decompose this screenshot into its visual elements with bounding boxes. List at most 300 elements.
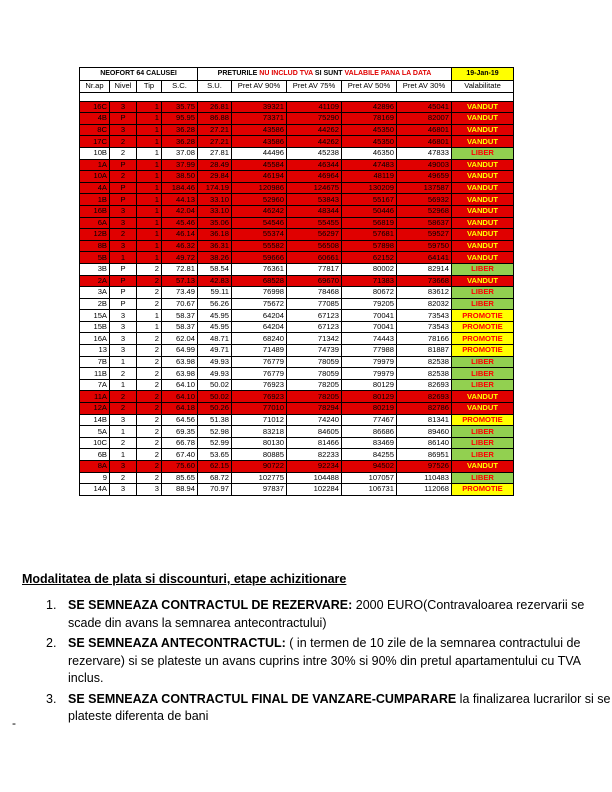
table-cell: 2 — [110, 147, 137, 159]
table-cell: 92234 — [287, 461, 342, 473]
table-cell: 86951 — [397, 449, 452, 461]
table-row — [80, 287, 514, 299]
table-cell: 56932 — [397, 194, 452, 206]
table-cell: 3 — [110, 484, 137, 496]
table-cell: 42896 — [342, 101, 397, 113]
table-cell: 64.56 — [162, 414, 198, 426]
table-cell: P — [110, 287, 137, 299]
table-cell: 184.46 — [162, 182, 198, 194]
table-cell: 106731 — [342, 484, 397, 496]
table-cell: 64204 — [232, 310, 287, 322]
table-cell: 60661 — [287, 252, 342, 264]
table-cell: 9 — [80, 472, 110, 484]
table-cell: 3 — [137, 484, 162, 496]
status-cell: VANDUT — [452, 159, 514, 171]
table-cell: 44262 — [287, 136, 342, 148]
table-cell: 7A — [80, 379, 110, 391]
table-cell: 71489 — [232, 345, 287, 357]
table-cell: 84605 — [287, 426, 342, 438]
table-cell: 27.81 — [198, 147, 232, 159]
table-row — [80, 403, 514, 415]
table-cell: 78059 — [287, 356, 342, 368]
status-cell: VANDUT — [452, 182, 514, 194]
table-cell: 39321 — [232, 101, 287, 113]
table-cell: 50446 — [342, 205, 397, 217]
table-cell: 81341 — [397, 414, 452, 426]
status-cell: VANDUT — [452, 229, 514, 241]
table-cell: 29.84 — [198, 171, 232, 183]
table-cell: 97526 — [397, 461, 452, 473]
table-cell: 36.28 — [162, 136, 198, 148]
table-cell: 43586 — [232, 136, 287, 148]
table-cell: 50.26 — [198, 403, 232, 415]
table-cell: 74240 — [287, 414, 342, 426]
table-cell: 52.99 — [198, 437, 232, 449]
table-cell: 46.14 — [162, 229, 198, 241]
table-cell: 82914 — [397, 263, 452, 275]
table-cell: 58637 — [397, 217, 452, 229]
table-cell: 130209 — [342, 182, 397, 194]
table-cell: 45350 — [342, 124, 397, 136]
table-cell: 42.04 — [162, 205, 198, 217]
status-cell: LIBER — [452, 147, 514, 159]
table-cell: 15B — [80, 321, 110, 333]
table-cell: 73543 — [397, 321, 452, 333]
table-cell: 69.35 — [162, 426, 198, 438]
table-cell: 86140 — [397, 437, 452, 449]
status-cell: VANDUT — [452, 275, 514, 287]
table-row — [80, 101, 514, 113]
table-cell: 46350 — [342, 147, 397, 159]
table-cell: 45350 — [342, 136, 397, 148]
table-cell: 57.13 — [162, 275, 198, 287]
column-header: Pret AV 90% — [232, 81, 287, 93]
table-cell: 8B — [80, 240, 110, 252]
table-cell: 1 — [137, 113, 162, 125]
table-cell: 62152 — [342, 252, 397, 264]
status-cell: VANDUT — [452, 403, 514, 415]
table-cell: 70.97 — [198, 484, 232, 496]
table-cell: P — [110, 194, 137, 206]
table-row — [80, 275, 514, 287]
table-cell: 59666 — [232, 252, 287, 264]
status-cell: LIBER — [452, 449, 514, 461]
table-row — [80, 113, 514, 125]
table-cell: 38.50 — [162, 171, 198, 183]
table-row — [80, 124, 514, 136]
table-cell: 75672 — [232, 298, 287, 310]
table-cell: 2 — [137, 403, 162, 415]
table-cell: 77817 — [287, 263, 342, 275]
status-cell: VANDUT — [452, 136, 514, 148]
table-cell: 55167 — [342, 194, 397, 206]
table-cell: 82538 — [397, 356, 452, 368]
table-cell: 80219 — [342, 403, 397, 415]
table-cell: 3 — [110, 333, 137, 345]
table-cell: 55374 — [232, 229, 287, 241]
table-cell: P — [110, 113, 137, 125]
table-cell: 82786 — [397, 403, 452, 415]
table-cell: 3 — [110, 345, 137, 357]
table-cell: 37.99 — [162, 159, 198, 171]
table-cell: 77085 — [287, 298, 342, 310]
table-cell: 80129 — [342, 391, 397, 403]
table-cell: 1 — [137, 217, 162, 229]
table-cell: 45.46 — [162, 217, 198, 229]
status-cell: VANDUT — [452, 240, 514, 252]
table-cell: 53.65 — [198, 449, 232, 461]
table-cell: 44.13 — [162, 194, 198, 206]
price-table — [79, 67, 514, 496]
table-cell: 15A — [80, 310, 110, 322]
table-cell: 48344 — [287, 205, 342, 217]
table-cell: 80672 — [342, 287, 397, 299]
table-cell: 78294 — [287, 403, 342, 415]
step-item: 1. SE SEMNEAZA CONTRACTUL DE REZERVARE: 2000 EURO(Contravaloarea rezervarii se scade din avans la semnarea antecontractului) — [46, 598, 585, 630]
table-cell: 2 — [137, 287, 162, 299]
table-cell: 76361 — [232, 263, 287, 275]
table-cell: 2 — [110, 136, 137, 148]
table-row — [80, 263, 514, 275]
table-cell: 59527 — [397, 229, 452, 241]
table-cell: 1 — [137, 101, 162, 113]
status-cell: VANDUT — [452, 124, 514, 136]
table-cell: 2 — [137, 437, 162, 449]
table-cell: 1 — [137, 136, 162, 148]
table-cell: 8C — [80, 124, 110, 136]
table-cell: 43586 — [232, 124, 287, 136]
table-cell: P — [110, 159, 137, 171]
table-cell: 94502 — [342, 461, 397, 473]
table-cell: 59.11 — [198, 287, 232, 299]
table-cell: 13 — [80, 345, 110, 357]
table-row — [80, 333, 514, 345]
table-cell: 3 — [110, 205, 137, 217]
table-cell: 16C — [80, 101, 110, 113]
table-row — [80, 368, 514, 380]
table-cell: 63.98 — [162, 356, 198, 368]
status-cell: VANDUT — [452, 171, 514, 183]
table-cell: 2 — [137, 414, 162, 426]
table-row — [80, 437, 514, 449]
table-cell: 12B — [80, 229, 110, 241]
table-cell: 73.49 — [162, 287, 198, 299]
table-cell: 81887 — [397, 345, 452, 357]
table-cell: 70041 — [342, 321, 397, 333]
table-cell: 36.28 — [162, 124, 198, 136]
table-cell: 84255 — [342, 449, 397, 461]
table-row — [80, 159, 514, 171]
table-cell: 2 — [137, 298, 162, 310]
table-cell: 66.78 — [162, 437, 198, 449]
table-cell: 102775 — [232, 472, 287, 484]
table-cell: 1 — [137, 147, 162, 159]
table-cell: 49.93 — [198, 368, 232, 380]
table-cell: 2 — [137, 345, 162, 357]
table-cell: 77010 — [232, 403, 287, 415]
table-cell: 62.15 — [198, 461, 232, 473]
table-cell: 50.02 — [198, 379, 232, 391]
table-cell: 82538 — [397, 368, 452, 380]
table-cell: 174.19 — [198, 182, 232, 194]
table-cell: 104488 — [287, 472, 342, 484]
table-cell: 51.38 — [198, 414, 232, 426]
table-cell: 80129 — [342, 379, 397, 391]
table-cell: 76779 — [232, 368, 287, 380]
table-cell: 1 — [137, 321, 162, 333]
table-cell: 42.83 — [198, 275, 232, 287]
table-cell: 62.04 — [162, 333, 198, 345]
table-cell: 16B — [80, 205, 110, 217]
table-row — [80, 484, 514, 496]
table-cell: 1 — [110, 379, 137, 391]
table-cell: 1B — [80, 194, 110, 206]
dash-marker: - — [12, 716, 16, 730]
table-cell: 64.99 — [162, 345, 198, 357]
table-cell: 71012 — [232, 414, 287, 426]
table-cell: 70.67 — [162, 298, 198, 310]
status-cell: VANDUT — [452, 101, 514, 113]
table-cell: 45.95 — [198, 321, 232, 333]
table-cell: 49659 — [397, 171, 452, 183]
table-row — [80, 240, 514, 252]
table-cell: 46344 — [287, 159, 342, 171]
table-cell: 45.95 — [198, 310, 232, 322]
table-cell: 36.31 — [198, 240, 232, 252]
table-cell: 2 — [137, 275, 162, 287]
status-cell: LIBER — [452, 472, 514, 484]
table-cell: 88.94 — [162, 484, 198, 496]
table-cell: 1 — [137, 182, 162, 194]
table-cell: 1A — [80, 159, 110, 171]
table-cell: 26.81 — [198, 101, 232, 113]
table-cell: 2B — [80, 298, 110, 310]
table-cell: 82693 — [397, 379, 452, 391]
table-cell: 2 — [137, 263, 162, 275]
payment-steps — [22, 597, 612, 729]
table-cell: 1 — [110, 426, 137, 438]
status-cell: LIBER — [452, 287, 514, 299]
table-cell: 2 — [110, 229, 137, 241]
table-cell: 3 — [110, 461, 137, 473]
table-cell: 85.65 — [162, 472, 198, 484]
column-header: Pret AV 30% — [397, 81, 452, 93]
table-cell: 68528 — [232, 275, 287, 287]
table-cell: 49.71 — [198, 345, 232, 357]
table-cell: 14B — [80, 414, 110, 426]
table-cell: 6A — [80, 217, 110, 229]
table-cell: 3 — [110, 321, 137, 333]
table-row — [80, 472, 514, 484]
table-cell: 83218 — [232, 426, 287, 438]
column-header: Nr.ap — [80, 81, 110, 93]
table-row — [80, 194, 514, 206]
table-row — [80, 345, 514, 357]
table-cell: 3 — [110, 414, 137, 426]
status-cell: LIBER — [452, 368, 514, 380]
table-row — [80, 321, 514, 333]
table-cell: 49.72 — [162, 252, 198, 264]
table-cell: 2 — [137, 368, 162, 380]
table-cell: 47833 — [397, 147, 452, 159]
table-cell: 78468 — [287, 287, 342, 299]
table-cell: 48.71 — [198, 333, 232, 345]
table-cell: 78205 — [287, 379, 342, 391]
table-cell: 107057 — [342, 472, 397, 484]
table-cell: 33.10 — [198, 205, 232, 217]
table-row — [80, 461, 514, 473]
table-cell: 74739 — [287, 345, 342, 357]
status-cell: PROMOTIE — [452, 333, 514, 345]
table-cell: 2 — [137, 333, 162, 345]
table-cell: 1 — [110, 252, 137, 264]
table-cell: 120986 — [232, 182, 287, 194]
table-cell: 2 — [110, 472, 137, 484]
table-cell: 6B — [80, 449, 110, 461]
column-header: Nivel — [110, 81, 137, 93]
table-cell: 3 — [110, 240, 137, 252]
price-note: PRETURILE NU INCLUD TVA SI SUNT VALABILE PANA LA DATA — [198, 68, 452, 81]
table-cell: 78205 — [287, 391, 342, 403]
table-cell: 1 — [137, 252, 162, 264]
table-cell: 1 — [137, 240, 162, 252]
table-cell: 2 — [110, 171, 137, 183]
table-cell: 56297 — [287, 229, 342, 241]
status-cell: LIBER — [452, 379, 514, 391]
table-cell: 2 — [137, 379, 162, 391]
table-cell: 75.60 — [162, 461, 198, 473]
table-cell: 80885 — [232, 449, 287, 461]
table-cell: 46.32 — [162, 240, 198, 252]
table-cell: 102284 — [287, 484, 342, 496]
table-cell: 64141 — [397, 252, 452, 264]
table-cell: 4A — [80, 182, 110, 194]
status-cell: PROMOTIE — [452, 310, 514, 322]
table-row — [80, 391, 514, 403]
table-cell: 36.18 — [198, 229, 232, 241]
table-cell: 2 — [137, 449, 162, 461]
table-cell: 67.40 — [162, 449, 198, 461]
table-cell: 3 — [110, 310, 137, 322]
table-cell: 45041 — [397, 101, 452, 113]
table-cell: 56819 — [342, 217, 397, 229]
table-cell: 10B — [80, 147, 110, 159]
column-header: S.C. — [162, 81, 198, 93]
table-cell: 82233 — [287, 449, 342, 461]
status-cell: LIBER — [452, 298, 514, 310]
table-cell: 76998 — [232, 287, 287, 299]
table-cell: 78169 — [342, 113, 397, 125]
column-header: Valabilitate — [452, 81, 514, 93]
table-row — [80, 310, 514, 322]
table-row — [80, 217, 514, 229]
column-header: Pret AV 50% — [342, 81, 397, 93]
step-item: 2. SE SEMNEAZA ANTECONTRACTUL: ( in termen de 10 zile de la semnarea contractului de rezervare) si se plateste un avans cuprins intre 30% si 90% din pretul apartamentului cu TVA inclus. — [46, 636, 581, 685]
table-cell: 2 — [110, 391, 137, 403]
table-row — [80, 298, 514, 310]
table-cell: 35.06 — [198, 217, 232, 229]
table-cell: 76923 — [232, 391, 287, 403]
table-cell: 1 — [137, 205, 162, 217]
table-cell: 7B — [80, 356, 110, 368]
table-cell: 64.18 — [162, 403, 198, 415]
status-cell: VANDUT — [452, 461, 514, 473]
table-row — [80, 205, 514, 217]
table-cell: 44496 — [232, 147, 287, 159]
table-cell: 86686 — [342, 426, 397, 438]
table-cell: 11B — [80, 368, 110, 380]
table-cell: 82693 — [397, 391, 452, 403]
status-cell: PROMOTIE — [452, 414, 514, 426]
table-cell: 2 — [110, 403, 137, 415]
table-cell: 3 — [110, 101, 137, 113]
table-cell: 52960 — [232, 194, 287, 206]
table-row — [80, 229, 514, 241]
table-cell: 1 — [110, 356, 137, 368]
table-cell: 110483 — [397, 472, 452, 484]
table-cell: 67123 — [287, 310, 342, 322]
table-cell: 8A — [80, 461, 110, 473]
table-cell: 95.95 — [162, 113, 198, 125]
table-cell: 3A — [80, 287, 110, 299]
table-cell: 77988 — [342, 345, 397, 357]
table-cell: 46801 — [397, 124, 452, 136]
table-cell: 37.08 — [162, 147, 198, 159]
table-cell: 75290 — [287, 113, 342, 125]
spacer-row — [80, 92, 514, 101]
status-cell: PROMOTIE — [452, 345, 514, 357]
table-cell: 1 — [137, 171, 162, 183]
status-cell: PROMOTIE — [452, 321, 514, 333]
table-cell: 52.98 — [198, 426, 232, 438]
status-cell: LIBER — [452, 426, 514, 438]
table-cell: 2 — [137, 356, 162, 368]
table-cell: 1 — [137, 310, 162, 322]
table-cell: 2A — [80, 275, 110, 287]
table-cell: 58.37 — [162, 310, 198, 322]
table-cell: 73371 — [232, 113, 287, 125]
table-cell: 76923 — [232, 379, 287, 391]
table-cell: 3B — [80, 263, 110, 275]
table-cell: P — [110, 275, 137, 287]
table-cell: 82032 — [397, 298, 452, 310]
table-cell: 56508 — [287, 240, 342, 252]
table-cell: 1 — [137, 194, 162, 206]
table-row — [80, 449, 514, 461]
table-cell: 38.26 — [198, 252, 232, 264]
table-cell: 73543 — [397, 310, 452, 322]
table-cell: 71342 — [287, 333, 342, 345]
table-cell: 73668 — [397, 275, 452, 287]
table-cell: 54546 — [232, 217, 287, 229]
table-row — [80, 414, 514, 426]
table-cell: 45238 — [287, 147, 342, 159]
table-cell: 78059 — [287, 368, 342, 380]
table-row — [80, 356, 514, 368]
table-cell: P — [110, 182, 137, 194]
table-cell: 10C — [80, 437, 110, 449]
table-cell: 76779 — [232, 356, 287, 368]
status-cell: VANDUT — [452, 217, 514, 229]
table-cell: 5B — [80, 252, 110, 264]
table-cell: 1 — [137, 124, 162, 136]
table-cell: 5A — [80, 426, 110, 438]
table-cell: 46194 — [232, 171, 287, 183]
table-cell: 77467 — [342, 414, 397, 426]
table-cell: 137587 — [397, 182, 452, 194]
table-cell: 86.88 — [198, 113, 232, 125]
table-cell: 58.54 — [198, 263, 232, 275]
